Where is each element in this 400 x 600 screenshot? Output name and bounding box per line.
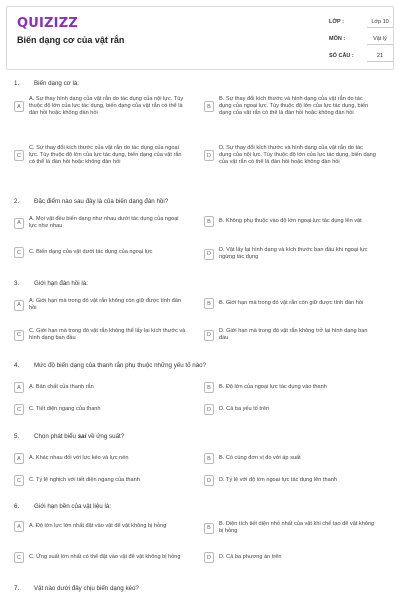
question-stem bbox=[14, 503, 388, 513]
question-number: 3. bbox=[14, 280, 20, 287]
question-number: 4. bbox=[14, 362, 20, 369]
quizizz-logo: QUIZIZZ bbox=[17, 16, 78, 31]
question-stem bbox=[14, 362, 388, 372]
question-text: Giới hạn bền của vật liệu là: bbox=[34, 503, 111, 510]
option-text: C. Tiết diện ngang của thanh bbox=[29, 406, 101, 412]
option-a[interactable] bbox=[14, 521, 186, 532]
meta-label: LỚP : bbox=[329, 19, 344, 25]
option-text: A. Bản chất của thanh rắn bbox=[29, 384, 94, 390]
option-text: C. Tỷ lệ nghịch với tiết diện ngang của thanh bbox=[29, 477, 140, 483]
option-letter-box: D bbox=[204, 150, 214, 161]
option-text: B. Độ lớn của ngoại lực tác dụng vào thanh bbox=[219, 384, 327, 390]
option-letter-box: C bbox=[14, 475, 24, 486]
question-stem bbox=[14, 433, 388, 443]
option-d[interactable] bbox=[204, 247, 376, 261]
option-a[interactable] bbox=[14, 382, 186, 393]
question-6 bbox=[14, 503, 388, 513]
option-b[interactable] bbox=[204, 521, 376, 535]
question-text: Biến dạng cơ là: bbox=[34, 80, 79, 87]
option-d[interactable] bbox=[204, 328, 376, 342]
option-c[interactable] bbox=[14, 404, 186, 415]
question-number: 5. bbox=[14, 433, 20, 440]
question-stem bbox=[14, 80, 388, 90]
option-b[interactable] bbox=[204, 216, 376, 227]
option-text: D. Giới hạn mà trong đó vật rắn không trở lại hình dạng ban đầu bbox=[219, 328, 368, 341]
question-stem bbox=[14, 280, 388, 290]
meta-label: MÔN : bbox=[329, 36, 346, 42]
meta-row-subject bbox=[329, 36, 393, 45]
meta-value: Lớp 10 bbox=[367, 19, 393, 28]
option-a[interactable] bbox=[14, 216, 186, 230]
option-b[interactable] bbox=[204, 96, 376, 117]
meta-value: Vật lý bbox=[367, 36, 393, 45]
option-letter-box: C bbox=[14, 247, 24, 258]
meta-row-count bbox=[329, 53, 393, 62]
question-text: Giới hạn đàn hồi là: bbox=[34, 280, 88, 287]
question-3 bbox=[14, 280, 388, 290]
option-c[interactable] bbox=[14, 145, 186, 166]
option-letter-box: C bbox=[14, 404, 24, 415]
option-letter-box: A bbox=[14, 101, 24, 112]
option-text: A. Mọi vật đều biến dạng như nhau dưới tác dụng của ngoại lực như nhau bbox=[29, 216, 179, 229]
question-number: 2. bbox=[14, 198, 20, 205]
option-letter-box: C bbox=[14, 552, 24, 563]
question-7 bbox=[14, 585, 388, 595]
option-c[interactable] bbox=[14, 475, 186, 486]
meta-label: SỐ CÂU : bbox=[329, 53, 354, 59]
question-text: Vật nào dưới đây chịu biến dạng kéo? bbox=[34, 585, 139, 592]
meta-value: 21 bbox=[367, 53, 393, 62]
option-letter-box: C bbox=[14, 150, 24, 161]
option-letter-box: D bbox=[204, 475, 214, 486]
option-text: B. Diện tích tiết diện nhỏ nhất của vật khi chế tạo để vật không bị hỏng bbox=[219, 521, 375, 534]
option-letter-box: B bbox=[204, 216, 214, 227]
question-number: 6. bbox=[14, 503, 20, 510]
question-text-after: về ứng suất? bbox=[86, 433, 125, 440]
option-letter-box: B bbox=[204, 101, 214, 112]
option-text: A. Sự thay hình dạng của vật rắn do tác dụng của nội lực. Tùy thuộc độ lớn của lực tác dụng, biến dạng của vật rắn có thể là đàn hồi hoặc không đàn hồi bbox=[29, 96, 184, 116]
worksheet-header bbox=[6, 6, 394, 70]
option-c[interactable] bbox=[14, 328, 186, 342]
option-d[interactable] bbox=[204, 404, 376, 415]
option-letter-box: A bbox=[14, 382, 24, 393]
option-b[interactable] bbox=[204, 298, 376, 309]
option-d[interactable] bbox=[204, 145, 376, 166]
question-text bbox=[34, 433, 124, 440]
option-c[interactable] bbox=[14, 552, 186, 563]
option-text: D. Vật lấy lại hình dạng và kích thước ban đầu khi ngoại lực ngừng tác dụng bbox=[219, 247, 368, 260]
option-c[interactable] bbox=[14, 247, 186, 258]
option-text: A. Khác nhau đối với lực kéo và lực nén bbox=[29, 455, 129, 461]
option-text: A. Độ lớn lực lớn nhất đặt vào vật để vật không bị hỏng bbox=[29, 523, 167, 529]
option-letter-box: D bbox=[204, 330, 214, 341]
question-2 bbox=[14, 198, 388, 208]
option-text: B. Sự thay đổi kích thước và hình dạng của vật rắn do tác dụng của ngoại lực. Tùy thuộc độ lớn của lực tác dụng, biến dạng của vật rắn có thể là đàn hồi hoặc không đàn hồi bbox=[219, 96, 369, 116]
question-text-before: Chọn phát biểu bbox=[34, 433, 78, 440]
option-text: B. Giới hạn mà trong đó vật rắn còn giữ được tính đàn hồi bbox=[219, 300, 364, 306]
question-text-emphasis: sai bbox=[77, 433, 87, 440]
option-b[interactable] bbox=[204, 453, 376, 464]
question-text: Mức độ biến dạng của thanh rắn phụ thuộc những yếu tố nào? bbox=[34, 362, 207, 369]
option-letter-box: A bbox=[14, 521, 24, 532]
option-text: D. Cả ba phương án trên bbox=[219, 554, 282, 560]
option-text: C. Giới hạn mà trong đó vật rắn không thể lấy lại kích thước và hình dạng ban đầu bbox=[29, 328, 186, 341]
option-letter-box: B bbox=[204, 453, 214, 464]
option-letter-box: B bbox=[204, 382, 214, 393]
option-text: A. Giới hạn mà trong đó vật rắn không còn giữ được tính đàn hồi bbox=[29, 298, 181, 311]
option-letter-box: C bbox=[14, 330, 24, 341]
question-number: 1. bbox=[14, 80, 20, 87]
option-letter-box: A bbox=[14, 300, 24, 311]
question-stem bbox=[14, 585, 388, 595]
question-4 bbox=[14, 362, 388, 372]
meta-row-class bbox=[329, 19, 393, 28]
option-text: D. Cả ba yếu tố trên bbox=[219, 406, 270, 412]
question-number: 7. bbox=[14, 585, 20, 592]
option-letter-box: B bbox=[204, 523, 214, 534]
option-text: D. Tỷ lệ với độ lớn ngoại lực tác dụng lên thanh bbox=[219, 477, 337, 483]
worksheet-title: Biến dạng cơ của vật rắn bbox=[17, 35, 125, 45]
option-text: D. Sự thay đổi kích thước và hình dạng của vật rắn do tác dụng của nội lực. Tùy thuộc độ lớn của lực tác dụng, biến dạng của vật rắn có thể là đàn hồi hoặc không đàn hồi bbox=[219, 145, 376, 165]
option-d[interactable] bbox=[204, 475, 376, 486]
option-a[interactable] bbox=[14, 298, 186, 312]
option-d[interactable] bbox=[204, 552, 376, 563]
option-b[interactable] bbox=[204, 382, 376, 393]
option-letter-box: B bbox=[204, 298, 214, 309]
option-text: C. Biến dạng của vật dưới tác dụng của ngoại lực bbox=[29, 249, 153, 255]
option-a[interactable] bbox=[14, 453, 186, 464]
option-text: C. Sự thay đổi kích thước của vật rắn do tác dụng của ngoại lực. Tùy thuộc độ lớn của lực tác dụng, biến dạng của vật rắn có thể là đàn hồi hoặc không đàn hồi bbox=[29, 145, 182, 165]
option-letter-box: D bbox=[204, 404, 214, 415]
question-5 bbox=[14, 433, 388, 443]
question-1 bbox=[14, 80, 388, 90]
option-a[interactable] bbox=[14, 96, 186, 117]
option-letter-box: D bbox=[204, 552, 214, 563]
option-text: B. Có cùng đơn vị đo với áp suất bbox=[219, 455, 301, 461]
option-text: B. Không phụ thuộc vào độ lớn ngoại lực tác dụng lên vật bbox=[219, 218, 362, 224]
option-text: C. Ứng suất lớn nhất có thể đặt vào vật để vật không bị hỏng bbox=[29, 554, 181, 560]
option-letter-box: A bbox=[14, 453, 24, 464]
question-stem bbox=[14, 198, 388, 208]
question-text: Đặc điểm nào sau đây là của biến dạng đàn hồi? bbox=[34, 198, 169, 205]
option-letter-box: A bbox=[14, 218, 24, 229]
option-letter-box: D bbox=[204, 249, 214, 260]
